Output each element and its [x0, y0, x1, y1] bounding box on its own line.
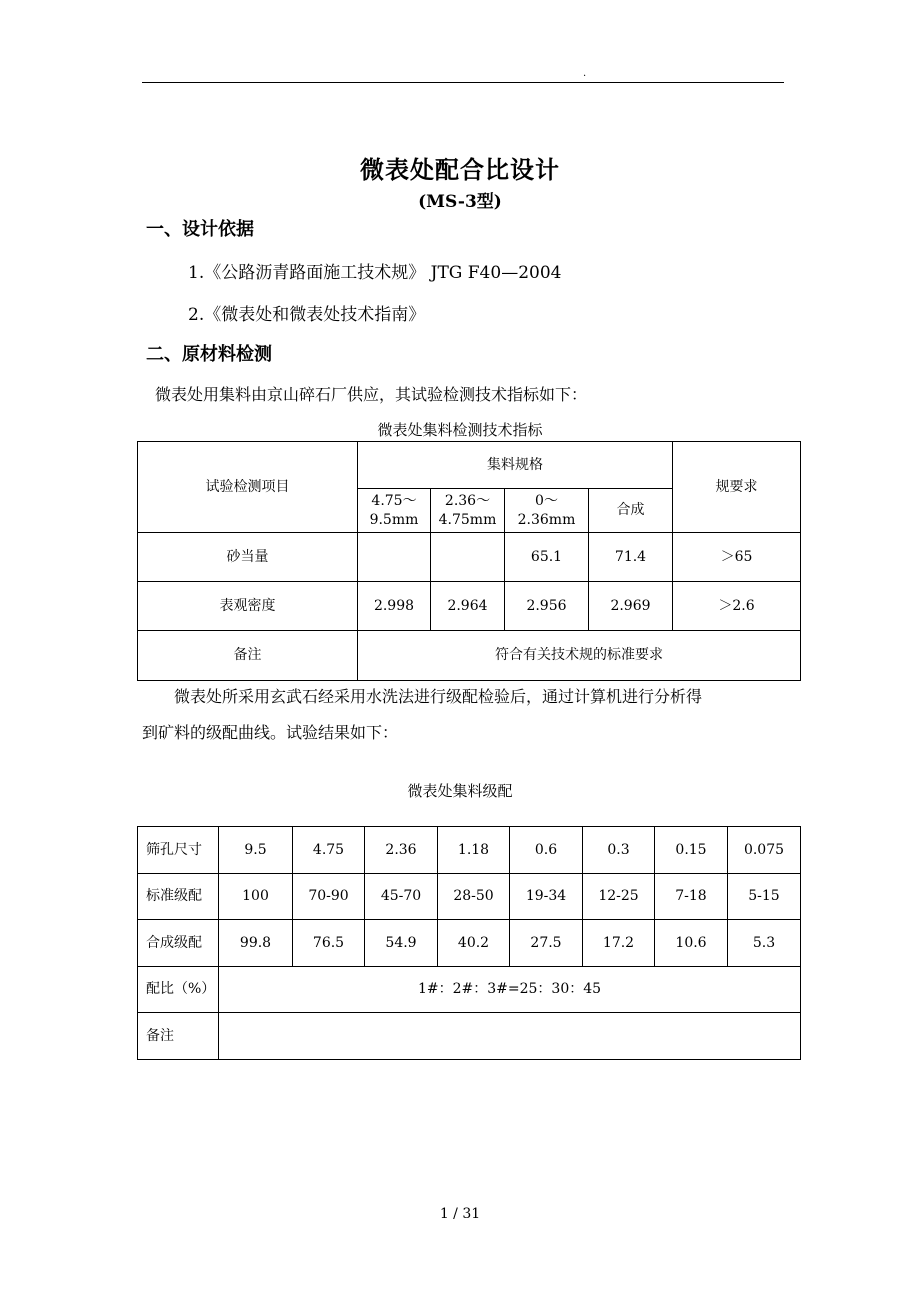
size-header: 合成 [589, 489, 673, 533]
table-row [138, 920, 801, 967]
table-cell: 7-18 [655, 874, 728, 920]
table-row [138, 582, 801, 631]
table-cell: 4.75 [293, 827, 365, 874]
remark-label: 备注 [138, 1013, 219, 1060]
size-header: 2.36～ 4.75mm [431, 489, 505, 533]
table-cell: 2.36 [365, 827, 438, 874]
table-cell: 70-90 [293, 874, 365, 920]
table-cell: 71.4 [589, 533, 673, 582]
table-cell [358, 533, 431, 582]
table-cell: 5.3 [728, 920, 801, 967]
table-cell: 5-15 [728, 874, 801, 920]
row-label: 砂当量 [138, 533, 358, 582]
table-row [138, 827, 801, 874]
intro-paragraph: 微表处用集料由京山碎石厂供应，其试验检测技术指标如下： [155, 385, 588, 404]
page-subtitle: (MS-3型) [418, 192, 502, 212]
remark-label: 备注 [138, 631, 358, 681]
table-cell: 1.18 [438, 827, 510, 874]
col-header-item: 试验检测项目 [138, 442, 358, 533]
table-cell: 0.3 [583, 827, 655, 874]
table-cell: 19-34 [510, 874, 583, 920]
row-label: 合成级配 [138, 920, 219, 967]
reference-1: 1.《公路沥青路面施工技术规》 JTG F40—2004 [188, 263, 562, 283]
row-label: 标准级配 [138, 874, 219, 920]
table-cell: 10.6 [655, 920, 728, 967]
table-cell: 40.2 [438, 920, 510, 967]
table-cell: 99.8 [219, 920, 293, 967]
table-cell: 65.1 [505, 533, 589, 582]
table-cell: 45-70 [365, 874, 438, 920]
table1-caption: 微表处集料检测技术指标 [377, 421, 543, 439]
analysis-paragraph-line2: 到矿料的级配曲线。试验结果如下： [142, 723, 399, 742]
table-cell [431, 533, 505, 582]
table-cell: 0.075 [728, 827, 801, 874]
remark-value [219, 1013, 801, 1060]
table-cell: 28-50 [438, 874, 510, 920]
size-header: 4.75～ 9.5mm [358, 489, 431, 533]
ratio-value: 1#：2#：3#=25：30：45 [219, 967, 801, 1013]
gradation-table [137, 826, 801, 1060]
table-cell: 2.969 [589, 582, 673, 631]
table-cell: 54.9 [365, 920, 438, 967]
table-cell: 9.5 [219, 827, 293, 874]
table-cell: 100 [219, 874, 293, 920]
table-row [138, 874, 801, 920]
header-rule [142, 82, 784, 83]
table-cell: 12-25 [583, 874, 655, 920]
table-cell: 76.5 [293, 920, 365, 967]
requirement-cell: ＞65 [673, 533, 801, 582]
analysis-paragraph-line1: 微表处所采用玄武石经采用水洗法进行级配检验后，通过计算机进行分析得 [174, 687, 703, 706]
table-cell: 0.6 [510, 827, 583, 874]
table-cell: 2.998 [358, 582, 431, 631]
table-cell: 0.15 [655, 827, 728, 874]
page-title: 微表处配合比设计 [360, 155, 560, 184]
ratio-label: 配比（%） [138, 967, 219, 1013]
section2-heading: 二、原材料检测 [146, 344, 272, 365]
table2-caption: 微表处集料级配 [407, 782, 513, 800]
col-header-spec: 集料规格 [358, 442, 673, 489]
row-label: 表观密度 [138, 582, 358, 631]
page-number: 1 / 31 [439, 1206, 481, 1222]
aggregate-index-table [137, 441, 801, 681]
requirement-cell: ＞2.6 [673, 582, 801, 631]
table-cell: 17.2 [583, 920, 655, 967]
section1-heading: 一、设计依据 [146, 219, 254, 240]
table-row [138, 631, 801, 681]
header-mark: . [583, 68, 587, 79]
table-row [138, 1013, 801, 1060]
row-label: 筛孔尺寸 [138, 827, 219, 874]
table-cell: 2.964 [431, 582, 505, 631]
size-header: 0～ 2.36mm [505, 489, 589, 533]
table-cell: 27.5 [510, 920, 583, 967]
table-row [138, 967, 801, 1013]
col-header-requirement: 规要求 [673, 442, 801, 533]
table-cell: 2.956 [505, 582, 589, 631]
reference-2: 2.《微表处和微表处技术指南》 [188, 305, 426, 325]
table-row [138, 533, 801, 582]
remark-text: 符合有关技术规的标准要求 [358, 631, 801, 681]
